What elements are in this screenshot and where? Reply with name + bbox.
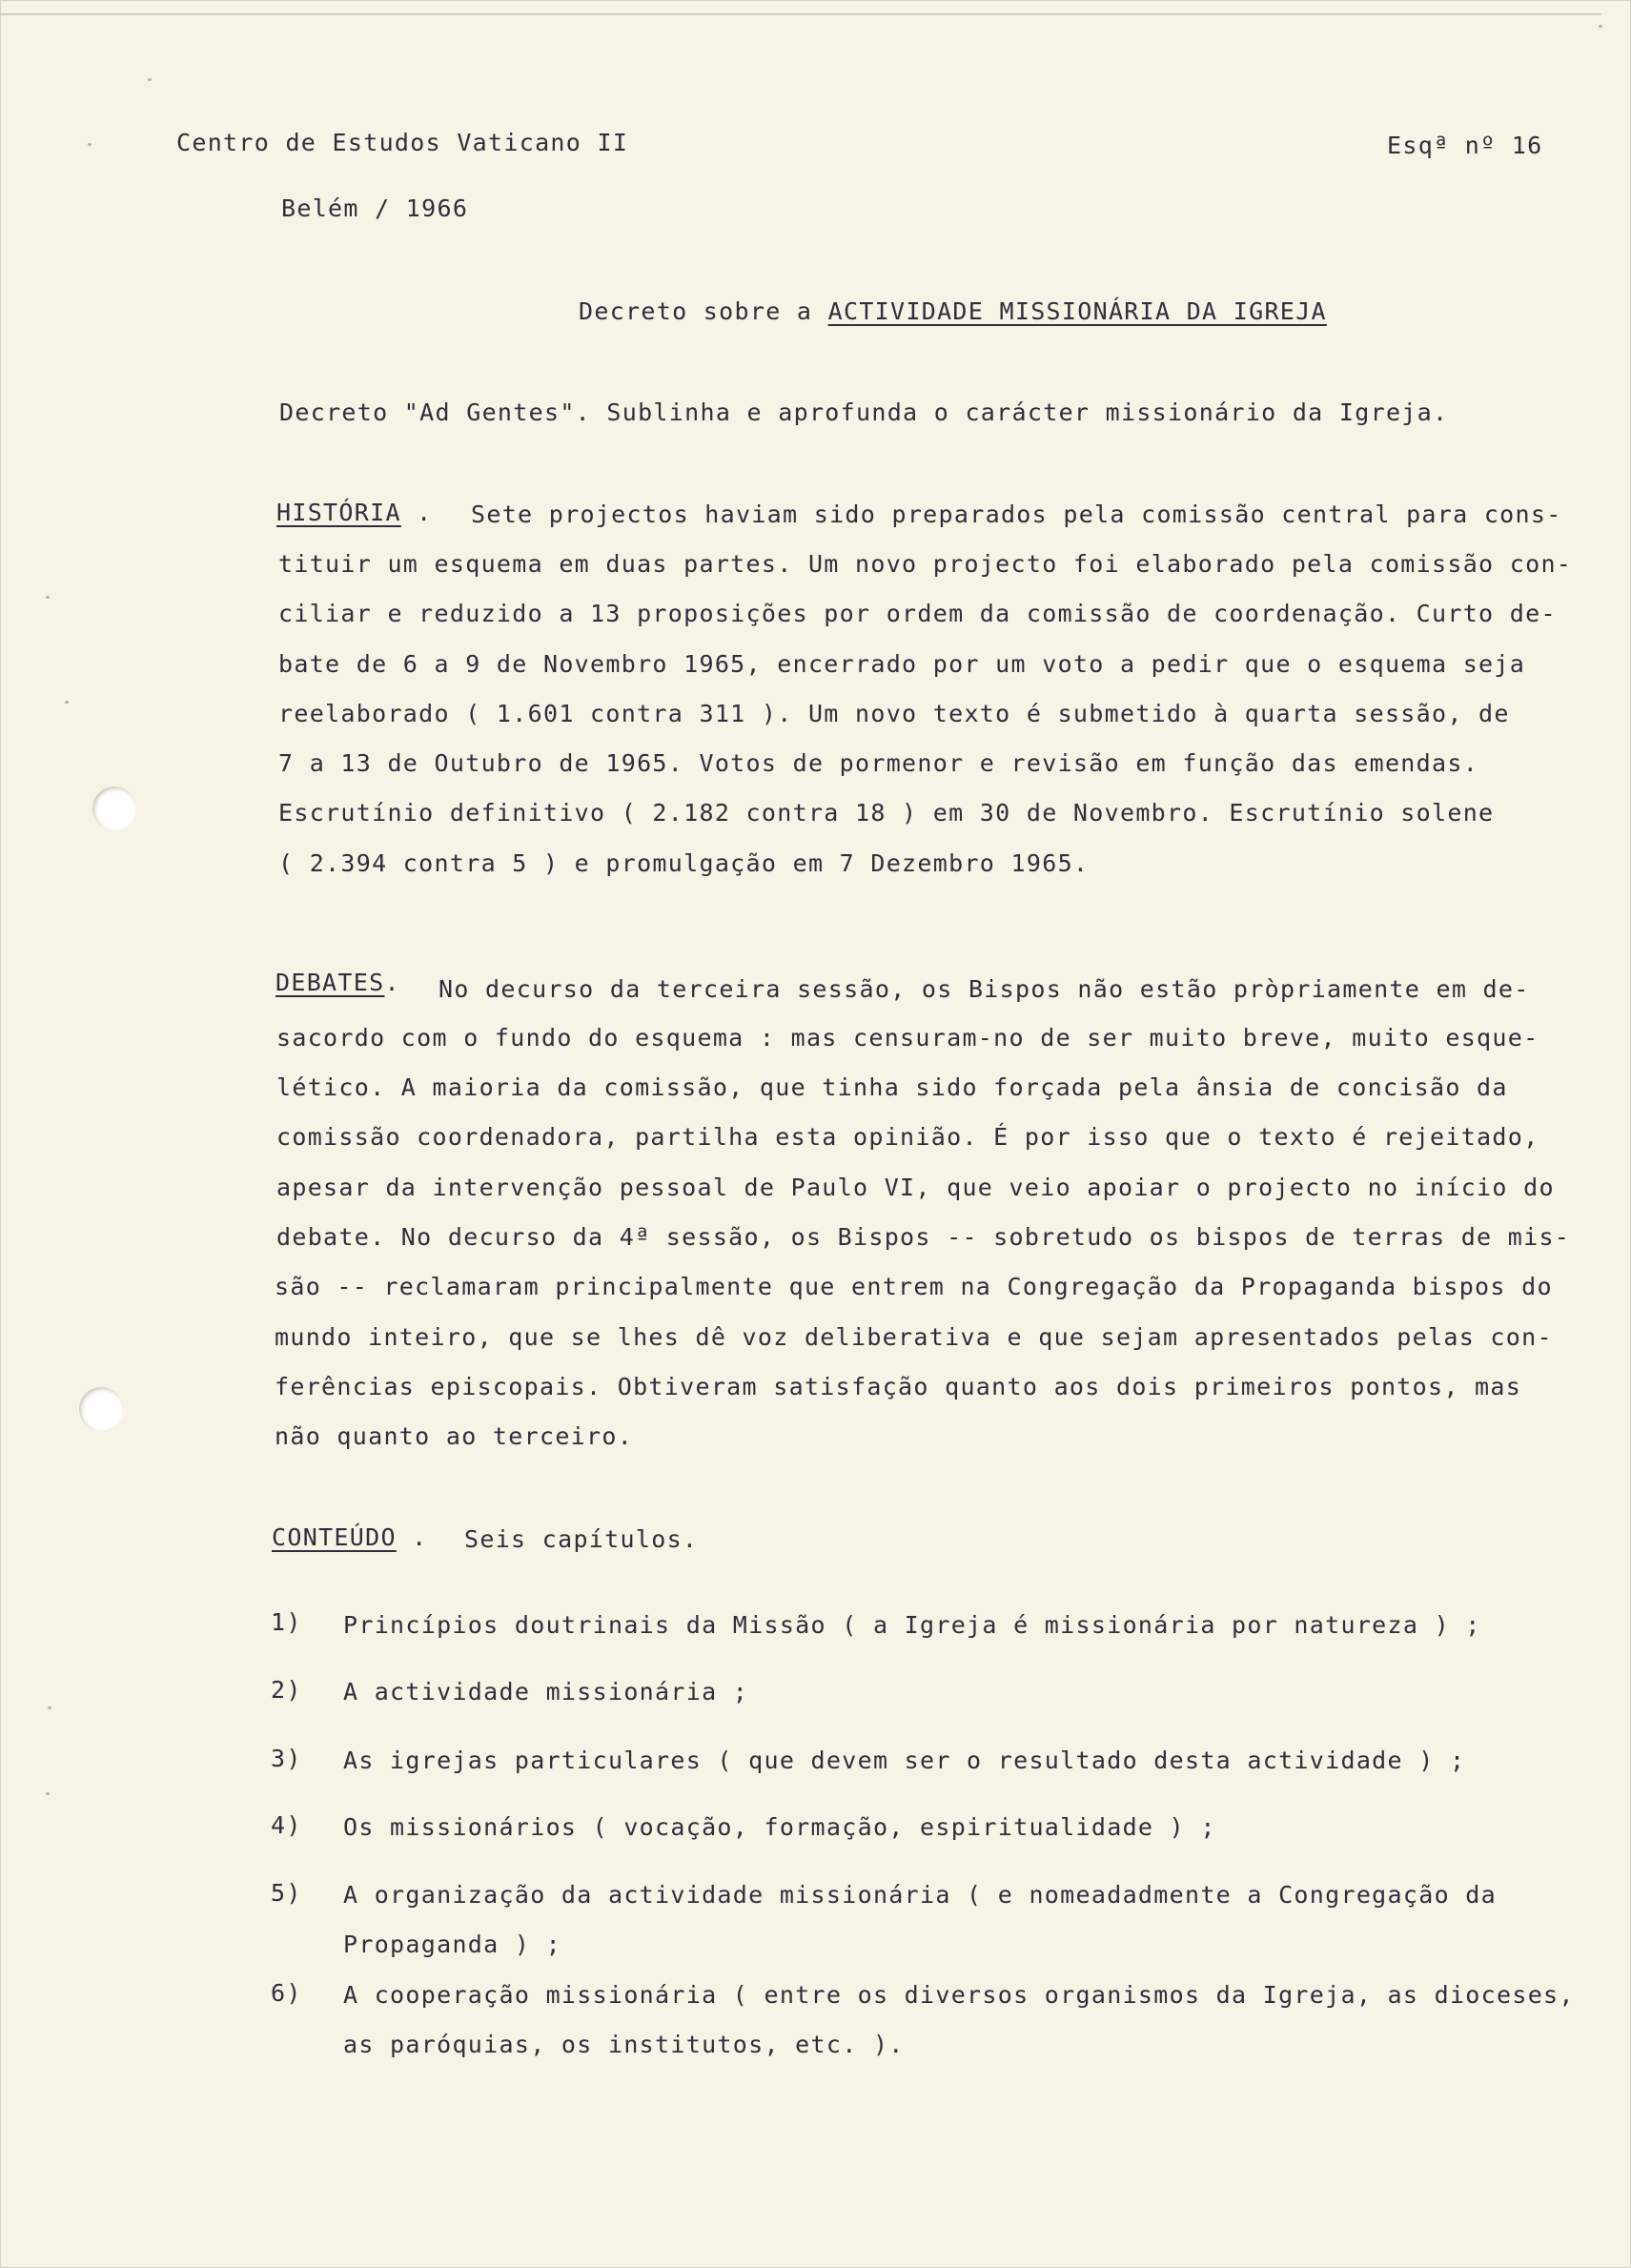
- paragraph-line: comissão coordenadora, partilha esta opinião. É por isso que o texto é rejeitado,: [276, 1123, 1539, 1151]
- paragraph-line: Escrutínio definitivo ( 2.182 contra 18 ) em 30 de Novembro. Escrutínio solene: [278, 799, 1495, 827]
- list-number: 5): [271, 1879, 302, 1907]
- paragraph-line: apesar da intervenção pessoal de Paulo VI, que veio apoiar o projecto no início do: [276, 1174, 1555, 1201]
- paragraph-line: lético. A maioria da comissão, que tinha sido forçada pela ânsia de concisão da: [276, 1073, 1508, 1101]
- conteudo-heading: [272, 1523, 428, 1552]
- list-number: 2): [271, 1676, 302, 1704]
- list-item: Princípios doutrinais da Missão ( a Igreja é missionária por natureza ) ;: [343, 1611, 1481, 1639]
- paragraph-line: não quanto ao terceiro.: [275, 1422, 634, 1450]
- paper-speck: [88, 143, 92, 146]
- list-number: 4): [271, 1811, 302, 1839]
- paper-speck: [1599, 25, 1602, 28]
- paragraph-line: debate. No decurso da 4ª sessão, os Bispos -- sobretudo os bispos de terras de mis-: [276, 1223, 1571, 1251]
- section-heading: CONTEÚDO: [272, 1523, 397, 1551]
- paragraph-line: ferências episcopais. Obtiveram satisfação quanto aos dois primeiros pontos, mas: [275, 1373, 1522, 1400]
- paper-speck: [46, 596, 50, 599]
- list-item-continuation: as paróquias, os institutos, etc. ).: [343, 2031, 905, 2058]
- list-item: A organização da actividade missionária ( e nomeadadmente a Congregação da: [343, 1881, 1497, 1909]
- heading-punct: .: [384, 969, 400, 996]
- institution-name: Centro de Estudos Vaticano II: [176, 129, 629, 156]
- title-subject: ACTIVIDADE MISSIONÁRIA DA IGREJA: [827, 297, 1327, 325]
- list-item: A actividade missionária ;: [343, 1678, 749, 1706]
- list-item-continuation: Propaganda ) ;: [343, 1931, 561, 1958]
- paragraph-line: mundo inteiro, que se lhes dê voz deliberativa e que sejam apresentados pelas con-: [275, 1323, 1553, 1351]
- title-prefix: Decreto sobre a: [579, 297, 828, 325]
- debates-heading: [275, 969, 400, 997]
- paragraph-line: sacordo com o fundo do esquema : mas censuram-no de ser muito breve, muito esque-: [276, 1024, 1539, 1052]
- paragraph-line: tituir um esquema em duas partes. Um novo projecto foi elaborado pela comissão con-: [278, 550, 1573, 578]
- paper-speck: [48, 1706, 51, 1709]
- list-number: 3): [271, 1745, 302, 1772]
- list-number: 1): [271, 1608, 302, 1636]
- reference-number: Esqª nº 16: [1387, 132, 1543, 159]
- intro-line: Decreto "Ad Gentes". Sublinha e aprofunda o carácter missionário da Igreja.: [279, 398, 1449, 426]
- paragraph-line: ( 2.394 contra 5 ) e promulgação em 7 Dezembro 1965.: [278, 849, 1090, 877]
- section-heading: HISTÓRIA: [276, 499, 401, 526]
- punch-hole: [79, 1387, 123, 1431]
- document-title: [579, 297, 1327, 326]
- list-item: As igrejas particulares ( que devem ser o resultado desta actividade ) ;: [343, 1747, 1466, 1774]
- list-number: 6): [271, 1979, 302, 2007]
- paragraph-line: Sete projectos haviam sido preparados pela comissão central para cons-: [471, 501, 1562, 528]
- place-date: Belém / 1966: [281, 194, 469, 222]
- paragraph-line: No decurso da terceira sessão, os Bispos não estão pròpriamente em de-: [438, 975, 1530, 1003]
- conteudo-summary: Seis capítulos.: [464, 1525, 699, 1553]
- page-edge-line: [0, 13, 1601, 15]
- list-item: A cooperação missionária ( entre os diversos organismos da Igreja, as dioceses,: [343, 1981, 1575, 2009]
- heading-punct: .: [396, 1523, 428, 1551]
- punch-hole: [92, 787, 136, 830]
- paper-speck: [65, 701, 69, 704]
- heading-punct: .: [400, 499, 433, 526]
- paragraph-line: ciliar e reduzido a 13 proposições por ordem da comissão de coordenação. Curto de-: [278, 600, 1557, 627]
- list-item: Os missionários ( vocação, formação, espiritualidade ) ;: [343, 1813, 1216, 1841]
- paragraph-line: bate de 6 a 9 de Novembro 1965, encerrado por um voto a pedir que o esquema seja: [278, 650, 1526, 678]
- section-heading: DEBATES: [275, 969, 385, 996]
- paragraph-line: são -- reclamaram principalmente que entrem na Congregação da Propaganda bispos do: [275, 1273, 1553, 1300]
- paper-speck: [148, 78, 152, 81]
- paper-speck: [46, 1792, 50, 1795]
- historia-heading: [276, 499, 433, 527]
- paragraph-line: reelaborado ( 1.601 contra 311 ). Um novo texto é submetido à quarta sessão, de: [278, 700, 1510, 727]
- paragraph-line: 7 a 13 de Outubro de 1965. Votos de pormenor e revisão em função das emendas.: [278, 749, 1479, 777]
